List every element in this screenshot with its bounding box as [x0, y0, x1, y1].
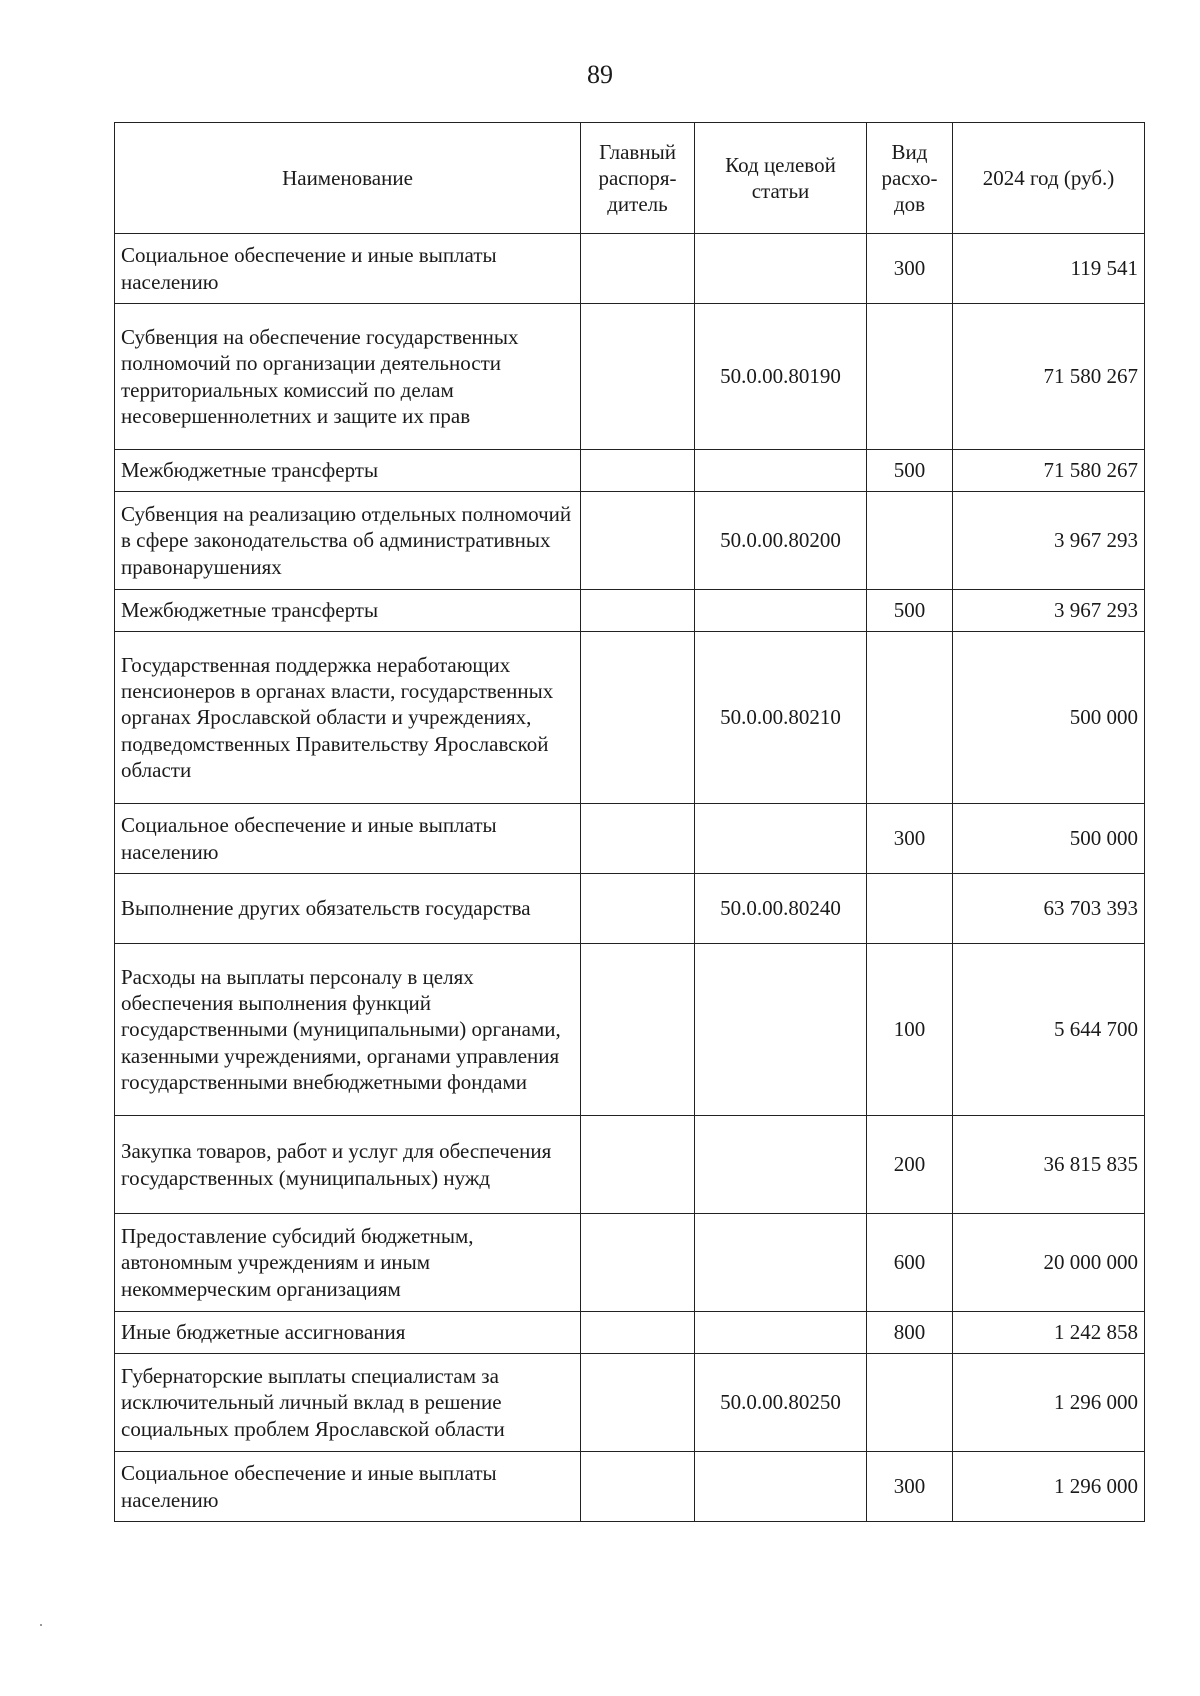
cell-sum: 5 644 700: [953, 944, 1145, 1116]
table-row: [115, 1452, 1145, 1522]
cell-code: [695, 1452, 867, 1522]
header-sum: 2024 год (руб.): [953, 123, 1145, 234]
cell-vid: 500: [867, 450, 953, 492]
cell-vid: 100: [867, 944, 953, 1116]
cell-sum: 71 580 267: [953, 304, 1145, 450]
cell-grbs: [581, 590, 695, 632]
cell-name: Губернаторские выплаты специалистам за исключительный личный вклад в решение социальных проблем Ярославской области: [115, 1354, 581, 1452]
cell-sum: 500 000: [953, 632, 1145, 804]
table-row: [115, 874, 1145, 944]
cell-vid: 200: [867, 1116, 953, 1214]
table-row: [115, 450, 1145, 492]
cell-code: [695, 944, 867, 1116]
cell-vid: [867, 492, 953, 590]
cell-sum: 20 000 000: [953, 1214, 1145, 1312]
table-row: [115, 804, 1145, 874]
table-row: [115, 1354, 1145, 1452]
cell-code: [695, 1312, 867, 1354]
cell-code: [695, 234, 867, 304]
cell-name: Межбюджетные трансферты: [115, 590, 581, 632]
cell-sum: 1 242 858: [953, 1312, 1145, 1354]
cell-grbs: [581, 1116, 695, 1214]
cell-name: Социальное обеспечение и иные выплаты населению: [115, 804, 581, 874]
table-row: [115, 1312, 1145, 1354]
cell-grbs: [581, 804, 695, 874]
cell-name: Социальное обеспечение и иные выплаты населению: [115, 234, 581, 304]
cell-vid: 600: [867, 1214, 953, 1312]
cell-sum: 63 703 393: [953, 874, 1145, 944]
cell-name: Межбюджетные трансферты: [115, 450, 581, 492]
cell-code: [695, 590, 867, 632]
cell-grbs: [581, 450, 695, 492]
header-code: Код целевой статьи: [695, 123, 867, 234]
cell-sum: 500 000: [953, 804, 1145, 874]
header-grbs: Главный распоря-дитель: [581, 123, 695, 234]
header-name: Наименование: [115, 123, 581, 234]
table-header-row: [115, 123, 1145, 234]
cell-grbs: [581, 234, 695, 304]
cell-vid: [867, 304, 953, 450]
budget-table: [114, 122, 1145, 1522]
cell-vid: 500: [867, 590, 953, 632]
table-row: [115, 1116, 1145, 1214]
table-row: [115, 234, 1145, 304]
cell-code: 50.0.00.80190: [695, 304, 867, 450]
cell-sum: 1 296 000: [953, 1452, 1145, 1522]
cell-sum: 1 296 000: [953, 1354, 1145, 1452]
cell-name: Субвенция на обеспечение государственных полномочий по организации деятельности территориальных комиссий по делам несовершеннолетних и защите их прав: [115, 304, 581, 450]
cell-name: Государственная поддержка неработающих пенсионеров в органах власти, государственных органах Ярославской области и учреждениях, подведомственных Правительству Ярославской области: [115, 632, 581, 804]
cell-grbs: [581, 304, 695, 450]
table-row: [115, 632, 1145, 804]
cell-grbs: [581, 632, 695, 804]
cell-sum: 71 580 267: [953, 450, 1145, 492]
table-row: [115, 590, 1145, 632]
cell-code: [695, 1116, 867, 1214]
cell-grbs: [581, 1312, 695, 1354]
cell-vid: 800: [867, 1312, 953, 1354]
cell-vid: [867, 632, 953, 804]
cell-code: 50.0.00.80200: [695, 492, 867, 590]
cell-name: Закупка товаров, работ и услуг для обеспечения государственных (муниципальных) нужд: [115, 1116, 581, 1214]
cell-grbs: [581, 1214, 695, 1312]
table-row: [115, 492, 1145, 590]
scan-speck: [40, 1624, 42, 1626]
cell-vid: [867, 874, 953, 944]
cell-code: [695, 804, 867, 874]
cell-name: Выполнение других обязательств государства: [115, 874, 581, 944]
budget-table-container: [114, 122, 1144, 1522]
cell-name: Иные бюджетные ассигнования: [115, 1312, 581, 1354]
cell-code: 50.0.00.80210: [695, 632, 867, 804]
table-row: [115, 1214, 1145, 1312]
cell-vid: 300: [867, 1452, 953, 1522]
cell-name: Социальное обеспечение и иные выплаты населению: [115, 1452, 581, 1522]
page-number: 89: [587, 60, 613, 89]
table-row: [115, 944, 1145, 1116]
cell-vid: [867, 1354, 953, 1452]
cell-vid: 300: [867, 234, 953, 304]
table-body: [115, 234, 1145, 1522]
cell-sum: 3 967 293: [953, 492, 1145, 590]
cell-code: 50.0.00.80240: [695, 874, 867, 944]
table-row: [115, 304, 1145, 450]
cell-code: [695, 1214, 867, 1312]
cell-code: [695, 450, 867, 492]
cell-grbs: [581, 1452, 695, 1522]
cell-name: Предоставление субсидий бюджетным, автономным учреждениям и иным некоммерческим организациям: [115, 1214, 581, 1312]
cell-sum: 36 815 835: [953, 1116, 1145, 1214]
cell-grbs: [581, 492, 695, 590]
cell-sum: 119 541: [953, 234, 1145, 304]
cell-grbs: [581, 944, 695, 1116]
header-vid: Вид расхо-дов: [867, 123, 953, 234]
cell-grbs: [581, 874, 695, 944]
cell-sum: 3 967 293: [953, 590, 1145, 632]
cell-grbs: [581, 1354, 695, 1452]
cell-vid: 300: [867, 804, 953, 874]
cell-name: Расходы на выплаты персоналу в целях обеспечения выполнения функций государственными (муниципальными) органами, казенными учреждениями, органами управления государственными внебюджетными фондами: [115, 944, 581, 1116]
cell-name: Субвенция на реализацию отдельных полномочий в сфере законодательства об административных правонарушениях: [115, 492, 581, 590]
cell-code: 50.0.00.80250: [695, 1354, 867, 1452]
